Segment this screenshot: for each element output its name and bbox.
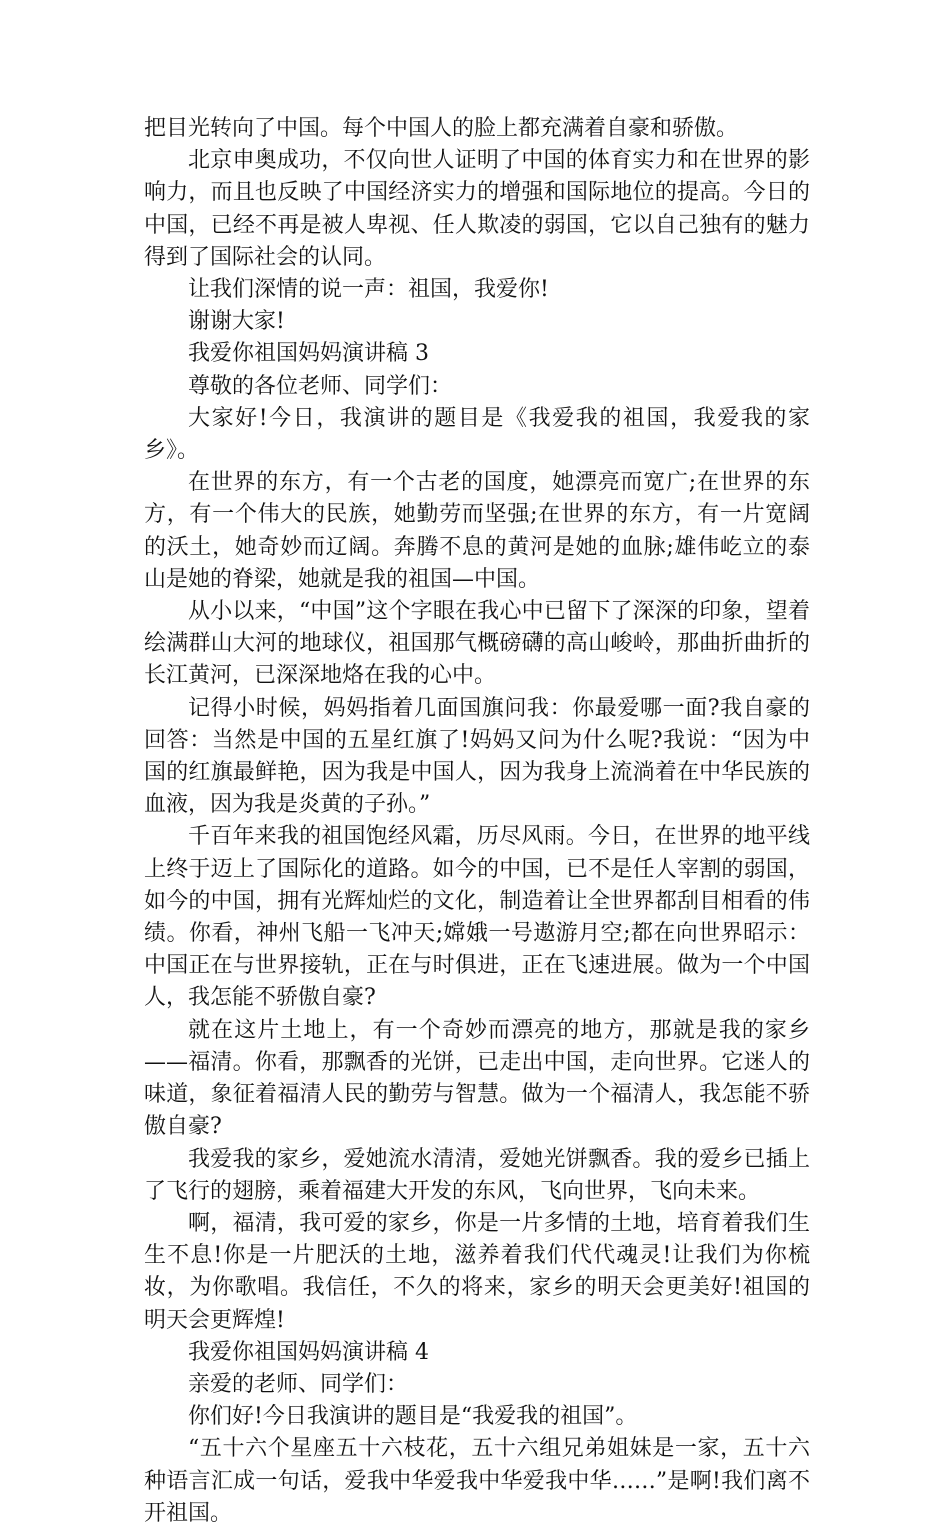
paragraph: 你们好!今日我演讲的题目是“我爱我的祖国”。 — [188, 1404, 638, 1430]
paragraph: 北京申奥成功，不仅向世人证明了中国的体育实力和在世界的影响力，而且也反映了中国经济实力的增强和国际地位的提高。今日的中国，已经不再是被人卑视、任人欺凌的弱国，它以自己独有的魅力得到了国际社会的认同。 — [144, 148, 810, 270]
paragraph: 谢谢大家! — [188, 309, 285, 335]
paragraph: 千百年来我的祖国饱经风霜，历尽风雨。今日，在世界的地平线上终于迈上了国际化的道路。如今的中国，已不是任人宰割的弱国，如今的中国，拥有光辉灿烂的文化，制造着让全世界都刮目相看的伟绩。你看，神州飞船一飞冲天;嫦娥一号遨游月空;都在向世界昭示：中国正在与世界接轨，正在与时俱进，正在飞速进展。做为一个中国人，我怎能不骄傲自豪? — [144, 824, 810, 1011]
paragraph: 让我们深情的说一声：祖国，我爱你! — [188, 277, 549, 303]
paragraph: 把目光转向了中国。每个中国人的脸上都充满着自豪和骄傲。 — [144, 116, 739, 141]
paragraph: 我爱我的家乡，爱她流水清清，爱她光饼飘香。我的爱乡已插上了飞行的翅膀，乘着福建大开发的东风，飞向世界，飞向未来。 — [144, 1146, 810, 1204]
paragraph: 从小以来，“中国”这个字眼在我心中已留下了深深的印象，望着绘满群山大河的地球仪，祖国那气概磅礴的高山峻岭，那曲折曲折的长江黄河，已深深地烙在我的心中。 — [144, 599, 810, 689]
paragraph: “五十六个星座五十六枝花，五十六组兄弟姐妹是一家，五十六种语言汇成一句话，爱我中华爱我中华爱我中华……”是啊!我们离不开祖国。 — [144, 1436, 810, 1526]
salutation: 亲爱的老师、同学们： — [188, 1371, 409, 1397]
document-page — [144, 113, 810, 1530]
paragraph: 大家好!今日，我演讲的题目是《我爱我的祖国，我爱我的家乡》。 — [144, 405, 810, 464]
paragraph: 就在这片土地上，有一个奇妙而漂亮的地方，那就是我的家乡——福清。你看，那飘香的光饼，已走出中国，走向世界。它迷人的味道，象征着福清人民的勤劳与智慧。做为一个福清人，我怎能不骄傲自豪? — [144, 1017, 810, 1140]
paragraph: 啊，福清，我可爱的家乡，你是一片多情的土地，培育着我们生生不息!你是一片肥沃的土地，滋养着我们代代魂灵!让我们为你梳妆，为你歌唱。我信任，不久的将来，家乡的明天会更美好!祖国的明天会更辉煌! — [144, 1210, 810, 1333]
paragraph: 在世界的东方，有一个古老的国度，她漂亮而宽广;在世界的东方，有一个伟大的民族，她勤劳而坚强;在世界的东方，有一片宽阔的沃土，她奇妙而辽阔。奔腾不息的黄河是她的血脉;雄伟屹立的泰山是她的脊梁，她就是我的祖国—中国。 — [144, 470, 810, 592]
salutation: 尊敬的各位老师、同学们： — [188, 373, 453, 399]
section-heading: 我爱你祖国妈妈演讲稿 4 — [188, 1339, 429, 1365]
section-heading: 我爱你祖国妈妈演讲稿 3 — [188, 341, 429, 367]
paragraph: 记得小时候，妈妈指着几面国旗问我：你最爱哪一面?我自豪的回答：当然是中国的五星红旗了!妈妈又问为什么呢?我说：“因为中国的红旗最鲜艳，因为我是中国人，因为我身上流淌着在中华民族的血液，因为我是炎黄的子孙。” — [144, 695, 810, 818]
